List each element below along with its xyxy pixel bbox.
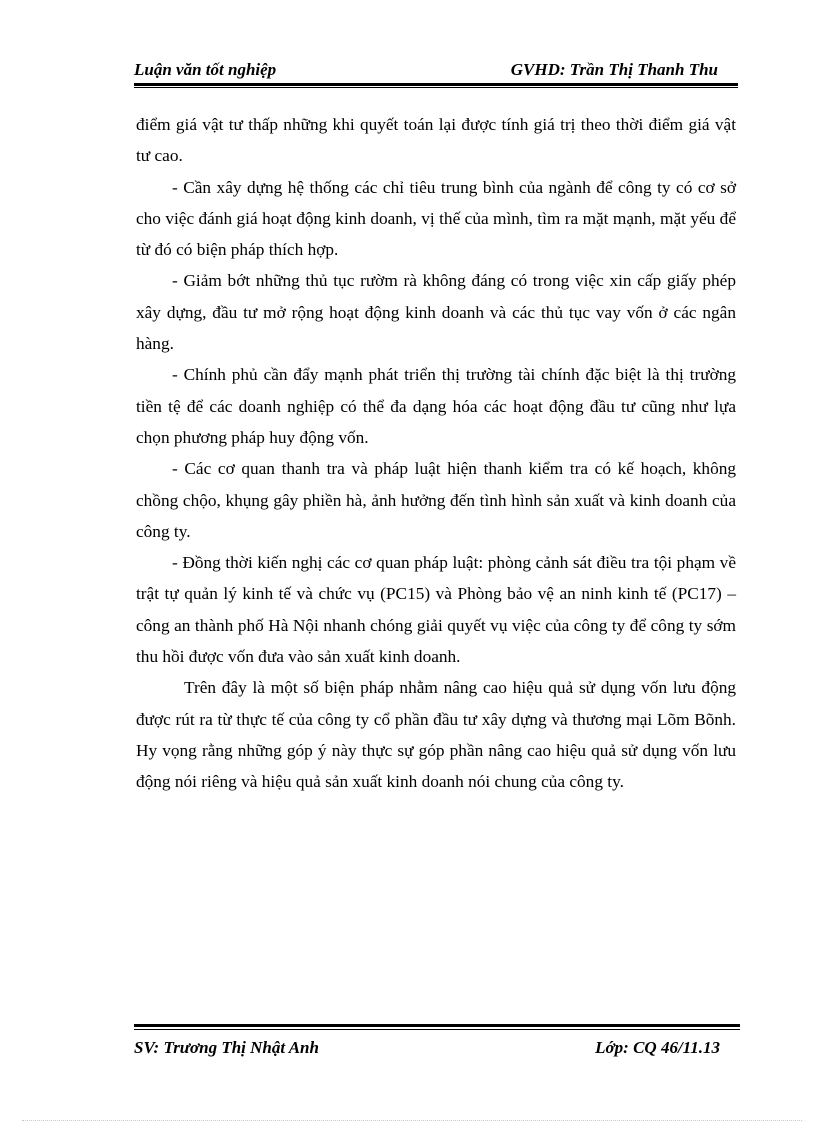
header-supervisor: GVHD: Trần Thị Thanh Thu — [510, 60, 718, 79]
document-body — [136, 109, 736, 798]
paragraph-reduce-procedures: - Giảm bớt những thủ tục rườm rà không đáng có trong việc xin cấp giấy phép xây dựng, đầu tư mở rộng hoạt động kinh doanh và các thủ tục vay vốn ở các ngân hàng. — [136, 271, 736, 354]
paragraph-conclusion: Trên đây là một số biện pháp nhằm nâng cao hiệu quả sử dụng vốn lưu động được rút ra từ thực tế của công ty cổ phần đầu tư xây dựng và thương mại Lõm Bõnh. Hy vọng rằng những góp ý này thực sự góp phần nâng cao hiệu quả sử dụng vốn lưu động nói riêng và hiệu quả sản xuất kinh doanh nói chung của công ty. — [136, 678, 736, 792]
page-header — [134, 58, 738, 88]
page-footer — [134, 1024, 740, 1064]
footer-double-rule — [134, 1024, 740, 1030]
paragraph-legal-recommendation: - Đồng thời kiến nghị các cơ quan pháp luật: phòng cảnh sát điều tra tội phạm về trật tự quản lý kinh tế và chức vụ (PC15) và Phòng bảo vệ an ninh kinh tế (PC17) – công an thành phố Hà Nội nhanh chóng giải quyết vụ việc của công ty để công ty sớm thu hồi được vốn đưa vào sản xuất kinh doanh. — [136, 553, 736, 667]
paragraph-industry-indicators: - Cần xây dựng hệ thống các chỉ tiêu trung bình của ngành để công ty có cơ sở cho việc đánh giá hoạt động kinh doanh, vị thế của mình, tìm ra mặt mạnh, mặt yếu để từ đó có biện pháp thích hợp. — [136, 177, 736, 260]
page-bottom-edge — [22, 1120, 802, 1121]
header-double-rule — [134, 83, 738, 88]
paragraph-financial-market: - Chính phủ cần đẩy mạnh phát triển thị trường tài chính đặc biệt là thị trường tiền tệ để các doanh nghiệp có thể đa dạng hóa các hoạt động đầu tư cũng như lựa chọn phương pháp huy động vốn. — [136, 365, 736, 447]
header-thesis-title: Luận văn tốt nghiệp — [134, 60, 277, 79]
paragraph-continuation: điểm giá vật tư thấp những khi quyết toán lại được tính giá trị theo thời điểm giá vật tư cao. — [136, 115, 736, 166]
footer-student-name: SV: Trương Thị Nhật Anh — [134, 1038, 319, 1057]
footer-class-code: Lớp: CQ 46/11.13 — [595, 1038, 720, 1057]
paragraph-inspection: - Các cơ quan thanh tra và pháp luật hiện thanh kiểm tra có kế hoạch, không chồng chộo, khụng gây phiền hà, ảnh hưởng đến tình hình sản xuất và kinh doanh của công ty. — [136, 459, 736, 541]
